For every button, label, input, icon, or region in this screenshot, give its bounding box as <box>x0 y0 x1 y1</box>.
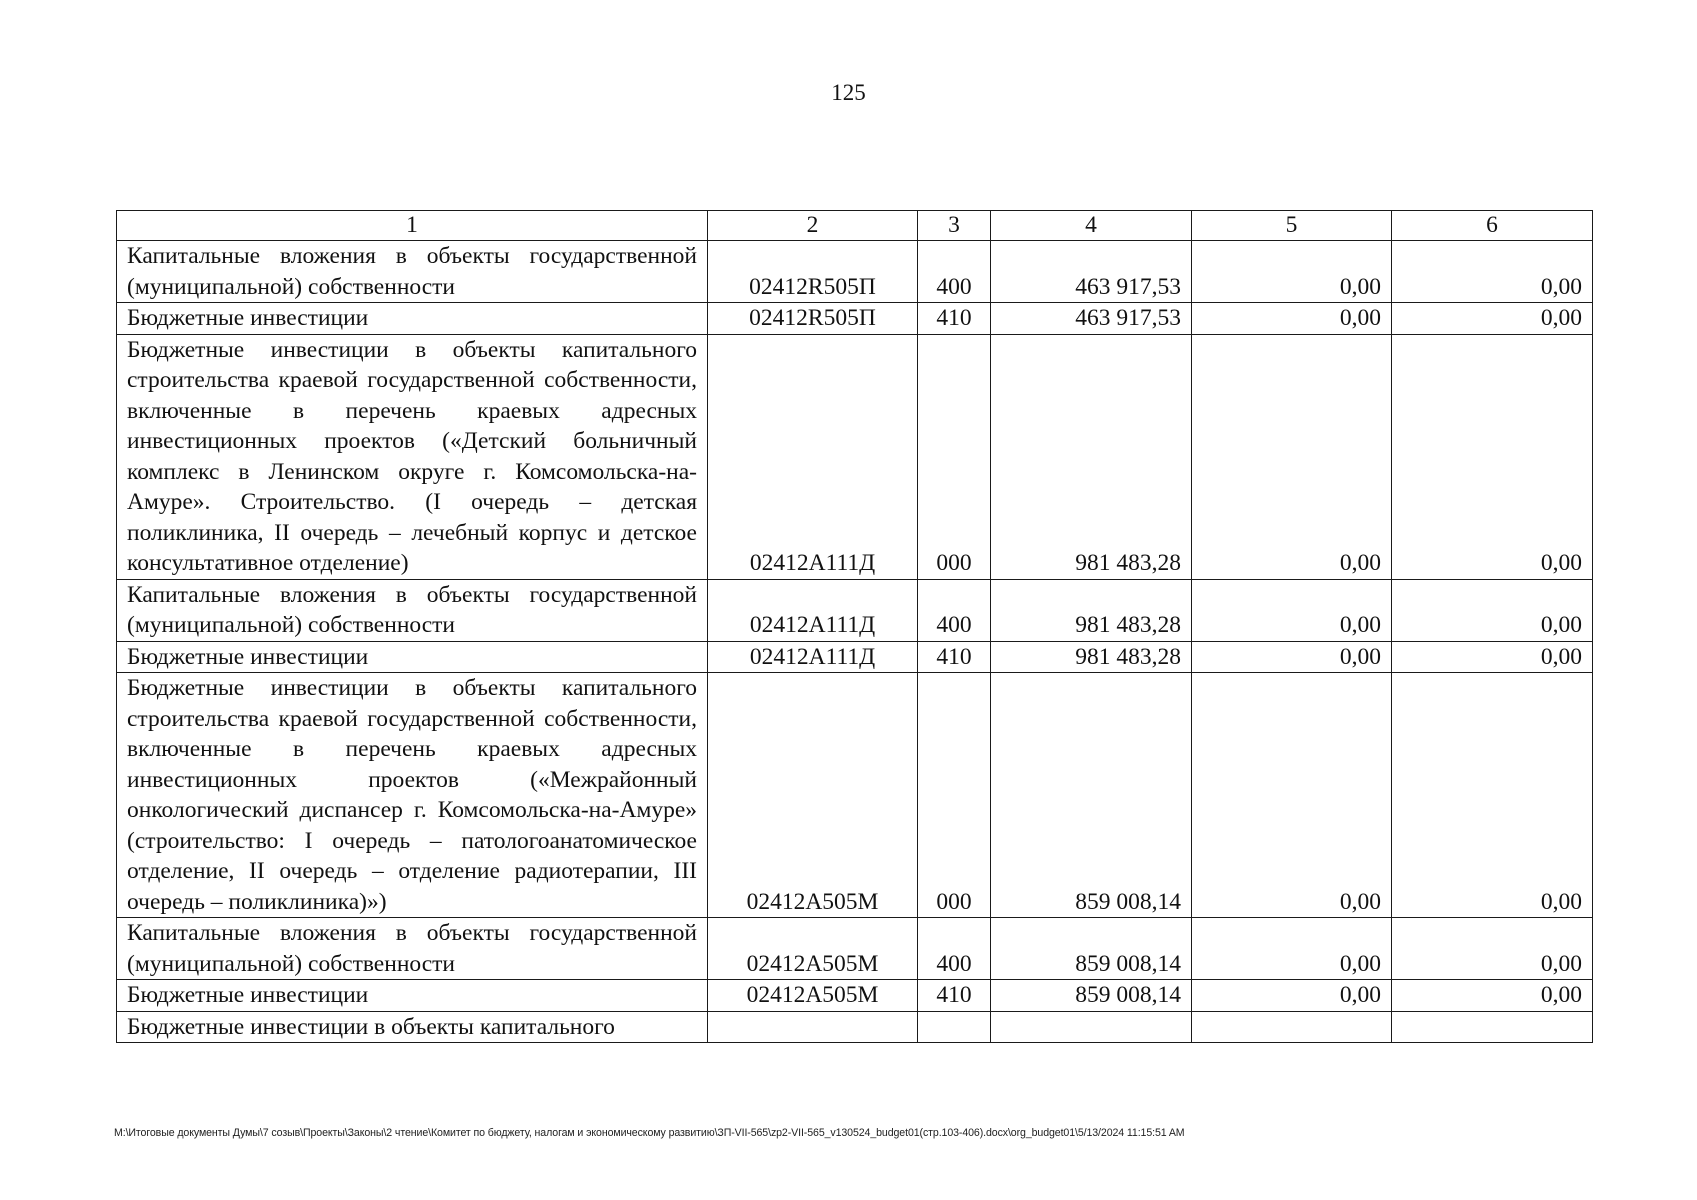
row-amount-5: 0,00 <box>1192 303 1392 335</box>
row-code: 02412А505М <box>708 918 918 980</box>
row-amount-4: 981 483,28 <box>991 334 1192 579</box>
row-name: Бюджетные инвестиции <box>117 303 708 335</box>
page-number: 125 <box>831 80 866 105</box>
column-header: 1 <box>117 211 708 241</box>
row-name: Капитальные вложения в объекты государственной (муниципальной) собственности <box>117 579 708 641</box>
row-code <box>708 1011 918 1043</box>
row-name: Бюджетные инвестиции в объекты капитального строительства краевой государственной собственности, включенные в перечень краевых адресных инвестиционных проектов («Детский больничный комплекс в Ленинском округе г. Комсомольска-на-Амуре». Строительство. (I очередь – детская поликлиника, II очередь – лечебный корпус и детское консультативное отделение) <box>117 334 708 579</box>
row-code: 02412А505М <box>708 673 918 918</box>
row-name: Бюджетные инвестиции <box>117 641 708 673</box>
table-row <box>117 918 1593 980</box>
row-amount-5: 0,00 <box>1192 918 1392 980</box>
row-amount-4 <box>991 1011 1192 1043</box>
row-name: Капитальные вложения в объекты государственной (муниципальной) собственности <box>117 241 708 303</box>
row-expense-type: 410 <box>918 980 991 1012</box>
column-header: 6 <box>1392 211 1593 241</box>
row-amount-6: 0,00 <box>1392 334 1593 579</box>
table-header-row <box>117 211 1593 241</box>
row-expense-type <box>918 1011 991 1043</box>
column-header: 3 <box>918 211 991 241</box>
row-amount-4: 463 917,53 <box>991 241 1192 303</box>
row-expense-type: 000 <box>918 673 991 918</box>
row-amount-5: 0,00 <box>1192 980 1392 1012</box>
row-amount-4: 463 917,53 <box>991 303 1192 335</box>
row-name: Бюджетные инвестиции <box>117 980 708 1012</box>
row-amount-6: 0,00 <box>1392 641 1593 673</box>
row-amount-6: 0,00 <box>1392 918 1593 980</box>
table-row <box>117 673 1593 918</box>
row-name: Бюджетные инвестиции в объекты капитального <box>117 1011 708 1043</box>
file-path-footer: M:\Итоговые документы Думы\7 созыв\Проекты\Законы\2 чтение\Комитет по бюджету, налогам и экономическому развитию\ЗП-VII-565\zp2-VII-565_v130524_budget01(стр.103-406).docx\org_budget01\5/13/2024 11:15:51 AM <box>114 1127 1185 1139</box>
row-amount-5: 0,00 <box>1192 241 1392 303</box>
table-row <box>117 579 1593 641</box>
row-expense-type: 000 <box>918 334 991 579</box>
row-code: 02412А111Д <box>708 641 918 673</box>
column-header: 2 <box>708 211 918 241</box>
row-amount-6 <box>1392 1011 1593 1043</box>
row-amount-4: 981 483,28 <box>991 579 1192 641</box>
row-amount-6: 0,00 <box>1392 303 1593 335</box>
row-amount-6: 0,00 <box>1392 980 1593 1012</box>
row-code: 02412R505П <box>708 303 918 335</box>
column-header: 5 <box>1192 211 1392 241</box>
row-amount-6: 0,00 <box>1392 673 1593 918</box>
row-amount-6: 0,00 <box>1392 579 1593 641</box>
row-amount-4: 859 008,14 <box>991 673 1192 918</box>
budget-table <box>116 210 1593 1043</box>
row-expense-type: 410 <box>918 641 991 673</box>
row-amount-5: 0,00 <box>1192 579 1392 641</box>
table-row <box>117 1011 1593 1043</box>
row-amount-5: 0,00 <box>1192 673 1392 918</box>
row-expense-type: 400 <box>918 241 991 303</box>
row-expense-type: 400 <box>918 918 991 980</box>
row-name: Бюджетные инвестиции в объекты капитального строительства краевой государственной собственности, включенные в перечень краевых адресных инвестиционных проектов («Межрайонный онкологический диспансер г. Комсомольска-на-Амуре» (строительство: I очередь – патологоанатомическое отделение, II очередь – отделение радиотерапии, III очередь – поликлиника)») <box>117 673 708 918</box>
row-amount-4: 859 008,14 <box>991 980 1192 1012</box>
table-row <box>117 303 1593 335</box>
column-header: 4 <box>991 211 1192 241</box>
row-name: Капитальные вложения в объекты государственной (муниципальной) собственности <box>117 918 708 980</box>
row-amount-6: 0,00 <box>1392 241 1593 303</box>
table-row <box>117 980 1593 1012</box>
row-code: 02412А111Д <box>708 579 918 641</box>
row-code: 02412А111Д <box>708 334 918 579</box>
row-amount-4: 859 008,14 <box>991 918 1192 980</box>
row-expense-type: 410 <box>918 303 991 335</box>
row-code: 02412А505М <box>708 980 918 1012</box>
table-row <box>117 241 1593 303</box>
row-amount-4: 981 483,28 <box>991 641 1192 673</box>
table-row <box>117 334 1593 579</box>
table-row <box>117 641 1593 673</box>
row-amount-5 <box>1192 1011 1392 1043</box>
row-amount-5: 0,00 <box>1192 334 1392 579</box>
row-code: 02412R505П <box>708 241 918 303</box>
row-expense-type: 400 <box>918 579 991 641</box>
row-amount-5: 0,00 <box>1192 641 1392 673</box>
